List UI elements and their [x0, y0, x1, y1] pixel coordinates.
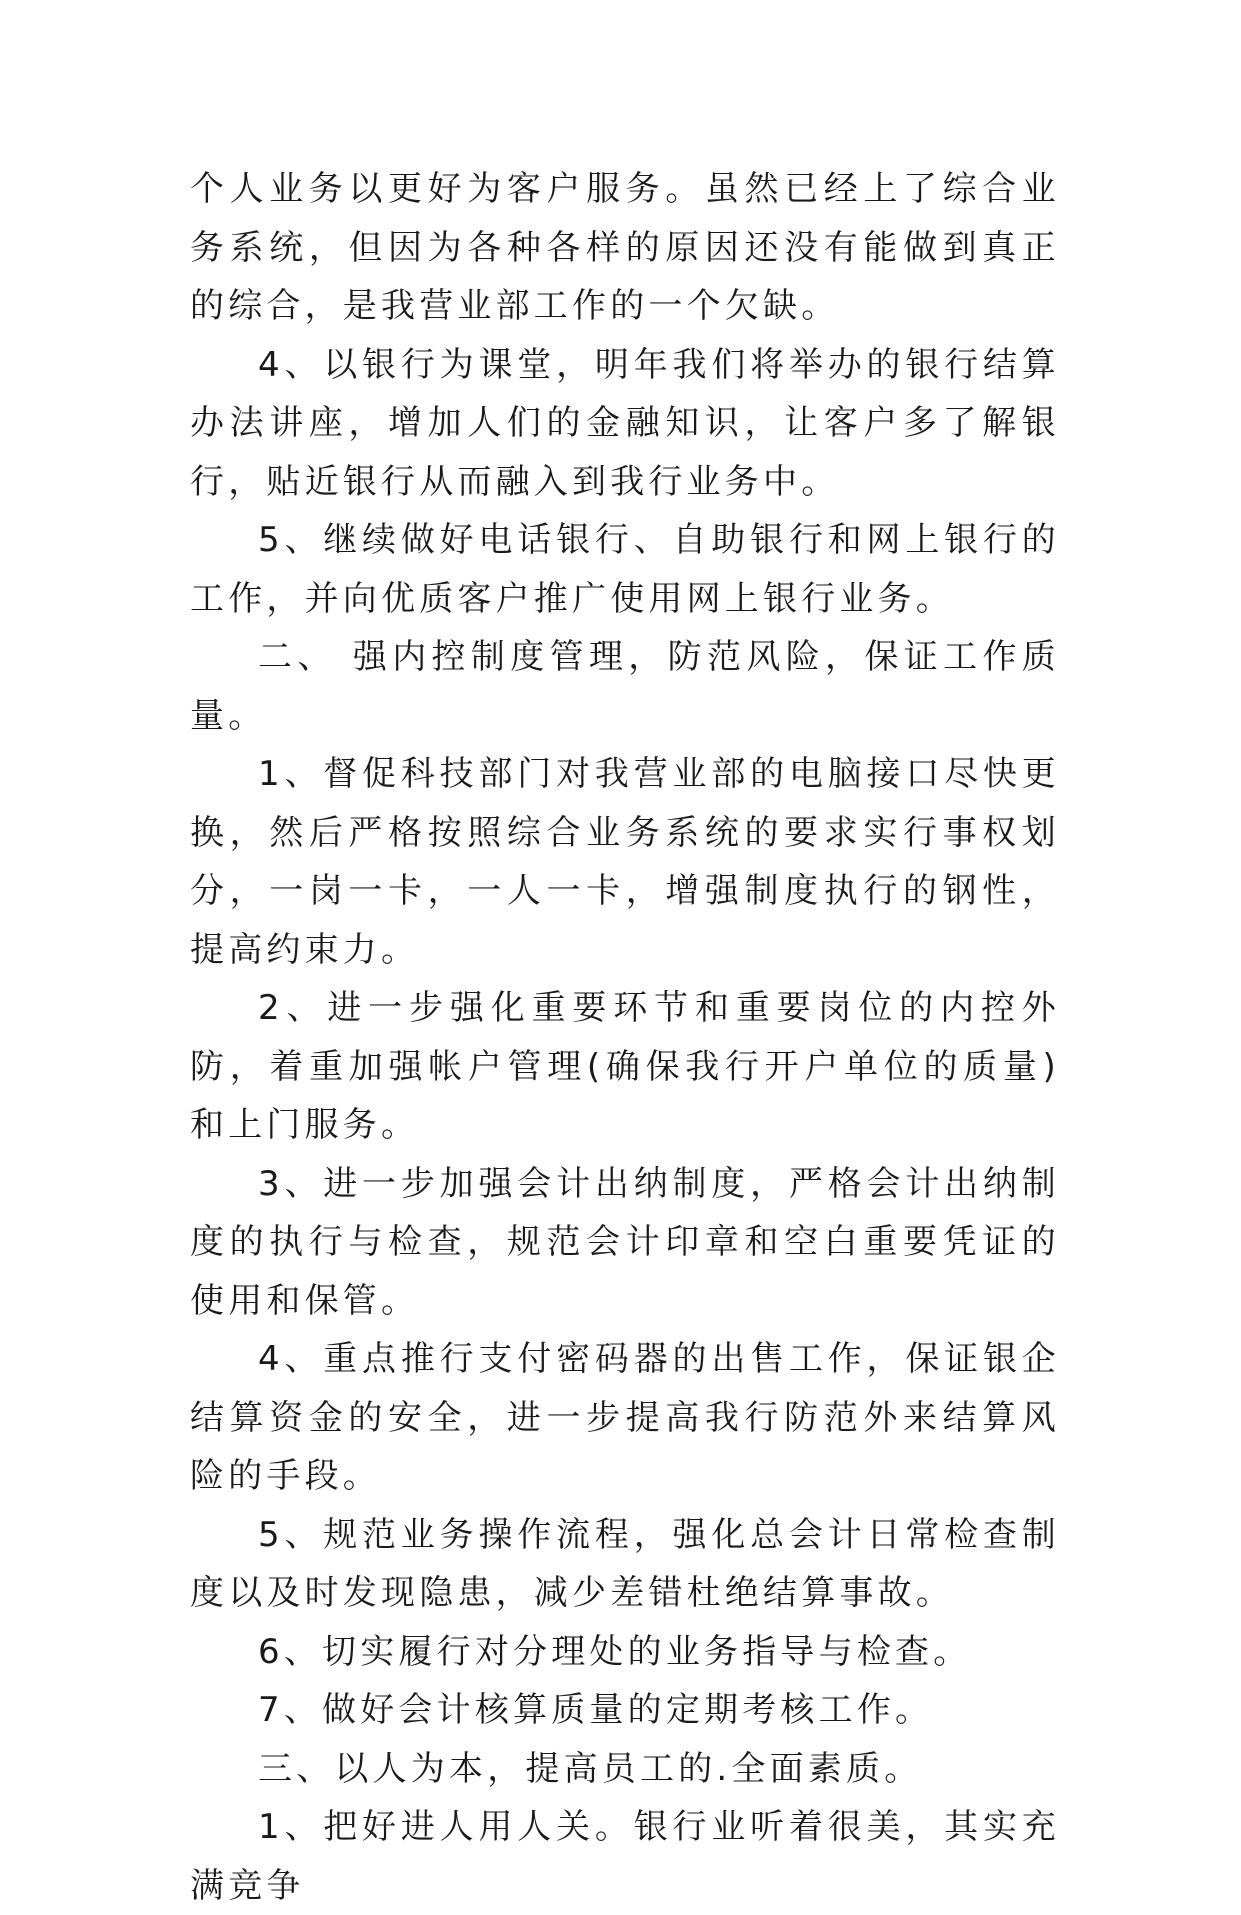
paragraph-item-7-assessment: 7、做好会计核算质量的定期考核工作。	[258, 1690, 934, 1730]
paragraph-item-4-password-device: 4、重点推行支付密码器的出售工作，保证银企结算资金的安全，进一步提高我行防范外来结算风险的手段。	[190, 1339, 1060, 1496]
paragraph-item-6-guidance: 6、切实履行对分理处的业务指导与检查。	[258, 1631, 972, 1672]
paragraph-item-5-process: 5、规范业务操作流程，强化总会计日常检查制度以及时发现隐患，减少差错杜绝结算事故。	[190, 1514, 1060, 1613]
section-heading-2: 二、 强内控制度管理，防范风险，保证工作质量。	[190, 637, 1060, 736]
paragraph-item-4-lecture: 4、以银行为课堂，明年我们将举办的银行结算办法讲座，增加人们的金融知识，让客户多了解银行，贴近银行从而融入到我行业务中。	[190, 344, 1060, 502]
paragraph-continuation: 个人业务以更好为客户服务。虽然已经上了综合业务系统，但因为各种各样的原因还没有能做到真正的综合，是我营业部工作的一个欠缺。	[190, 169, 1060, 326]
paragraph-item-1-tech-upgrade: 1、督促科技部门对我营业部的电脑接口尽快更换，然后严格按照综合业务系统的要求实行事权划分，一岗一卡，一人一卡，增强制度执行的钢性，提高约束力。	[190, 754, 1060, 970]
document-body	[190, 160, 1060, 1915]
paragraph-item-1-hiring: 1、把好进人用人关。银行业听着很美，其实充满竞争	[190, 1807, 1060, 1906]
paragraph-item-3-accounting: 3、进一步加强会计出纳制度，严格会计出纳制度的执行与检查，规范会计印章和空白重要凭证的使用和保管。	[190, 1163, 1060, 1321]
paragraph-item-5-e-banking: 5、继续做好电话银行、自助银行和网上银行的工作，并向优质客户推广使用网上银行业务。	[190, 520, 1060, 619]
section-heading-3: 三、以人为本，提高员工的.全面素质。	[258, 1748, 923, 1789]
paragraph-item-2-internal-control: 2、进一步强化重要环节和重要岗位的内控外防，着重加强帐户管理(确保我行开户单位的质量)和上门服务。	[190, 988, 1060, 1145]
